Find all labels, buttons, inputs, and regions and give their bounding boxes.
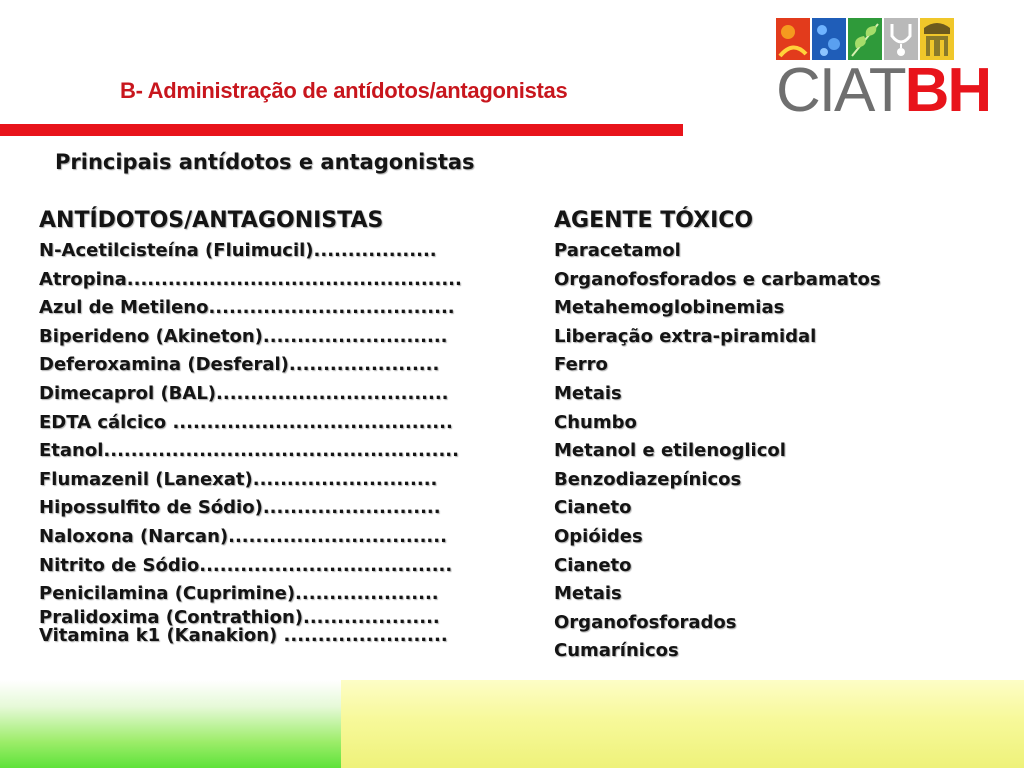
toxic-agent-item: Benzodiazepínicos <box>554 468 742 490</box>
toxic-agent-item: Metais <box>554 583 622 605</box>
toxic-agent-item: Liberação extra-piramidal <box>554 325 817 347</box>
antidote-item: Flumazenil (Lanexat)........................... <box>39 468 438 490</box>
toxic-agent-item: Cianeto <box>554 497 632 519</box>
antidote-item: Penicilamina (Cuprimine)..................... <box>39 583 439 605</box>
antidote-item: Deferoxamina (Desferal)...................... <box>39 354 440 376</box>
logo-wordmark <box>776 56 991 125</box>
antidote-item: Naloxona (Narcan)................................ <box>39 525 447 547</box>
antidotes-column <box>39 205 539 645</box>
ciatbh-logo <box>776 18 998 128</box>
antidote-item: N-Acetilcisteína (Fluimucil).................. <box>39 240 437 261</box>
antidote-item: Vitamina k1 (Kanakion) ........................ <box>39 626 448 645</box>
logo-tile-red <box>776 18 810 60</box>
toxic-agent-item: Metahemoglobinemias <box>554 297 785 319</box>
toxic-agent-item: Metanol e etilenoglicol <box>554 440 786 462</box>
footer-green-band <box>0 680 341 768</box>
slide-title: B- Administração de antídotos/antagonistas <box>120 78 568 103</box>
antidote-item: Biperideno (Akineton)........................... <box>39 325 448 347</box>
antidote-item: EDTA cálcico ......................................... <box>39 411 453 433</box>
toxic-agent-item: Ferro <box>554 354 608 376</box>
antidote-item: Etanol.................................................... <box>39 440 459 462</box>
title-underline-bar <box>0 124 683 136</box>
toxic-agent-item: Organofosforados <box>554 611 737 633</box>
antidotes-header: ANTÍDOTOS/ANTAGONISTAS <box>39 208 384 233</box>
toxic-agents-header: AGENTE TÓXICO <box>554 208 754 233</box>
logo-tile-yellow <box>920 18 954 60</box>
toxic-agent-item: Organofosforados e carbamatos <box>554 268 881 290</box>
toxic-agent-item: Paracetamol <box>554 240 681 261</box>
antidote-item: Atropina................................................. <box>39 268 462 290</box>
toxic-agent-item: Cianeto <box>554 554 632 576</box>
subtitle: Principais antídotos e antagonistas <box>55 150 475 174</box>
toxic-agent-item: Chumbo <box>554 411 637 433</box>
antidote-item: Azul de Metileno.................................... <box>39 297 455 319</box>
toxic-agent-item: Cumarínicos <box>554 640 679 662</box>
leaf-icon <box>848 18 882 60</box>
toxic-agents-column <box>554 205 1014 666</box>
logo-text-ciat: CIAT <box>776 56 905 125</box>
stethoscope-icon <box>884 18 918 60</box>
antidote-item: Dimecaprol (BAL).................................. <box>39 382 449 404</box>
antidote-item: Pralidoxima (Contrathion).................... <box>39 608 440 627</box>
logo-text-bh: BH <box>904 56 991 125</box>
toxic-agent-item: Metais <box>554 382 622 404</box>
footer-yellow-band <box>341 680 1024 768</box>
antidote-item: Hipossulfito de Sódio).......................... <box>39 497 441 519</box>
logo-tile-blue <box>812 18 846 60</box>
toxic-agent-item: Opióides <box>554 525 643 547</box>
antidote-item: Nitrito de Sódio..................................... <box>39 554 453 576</box>
